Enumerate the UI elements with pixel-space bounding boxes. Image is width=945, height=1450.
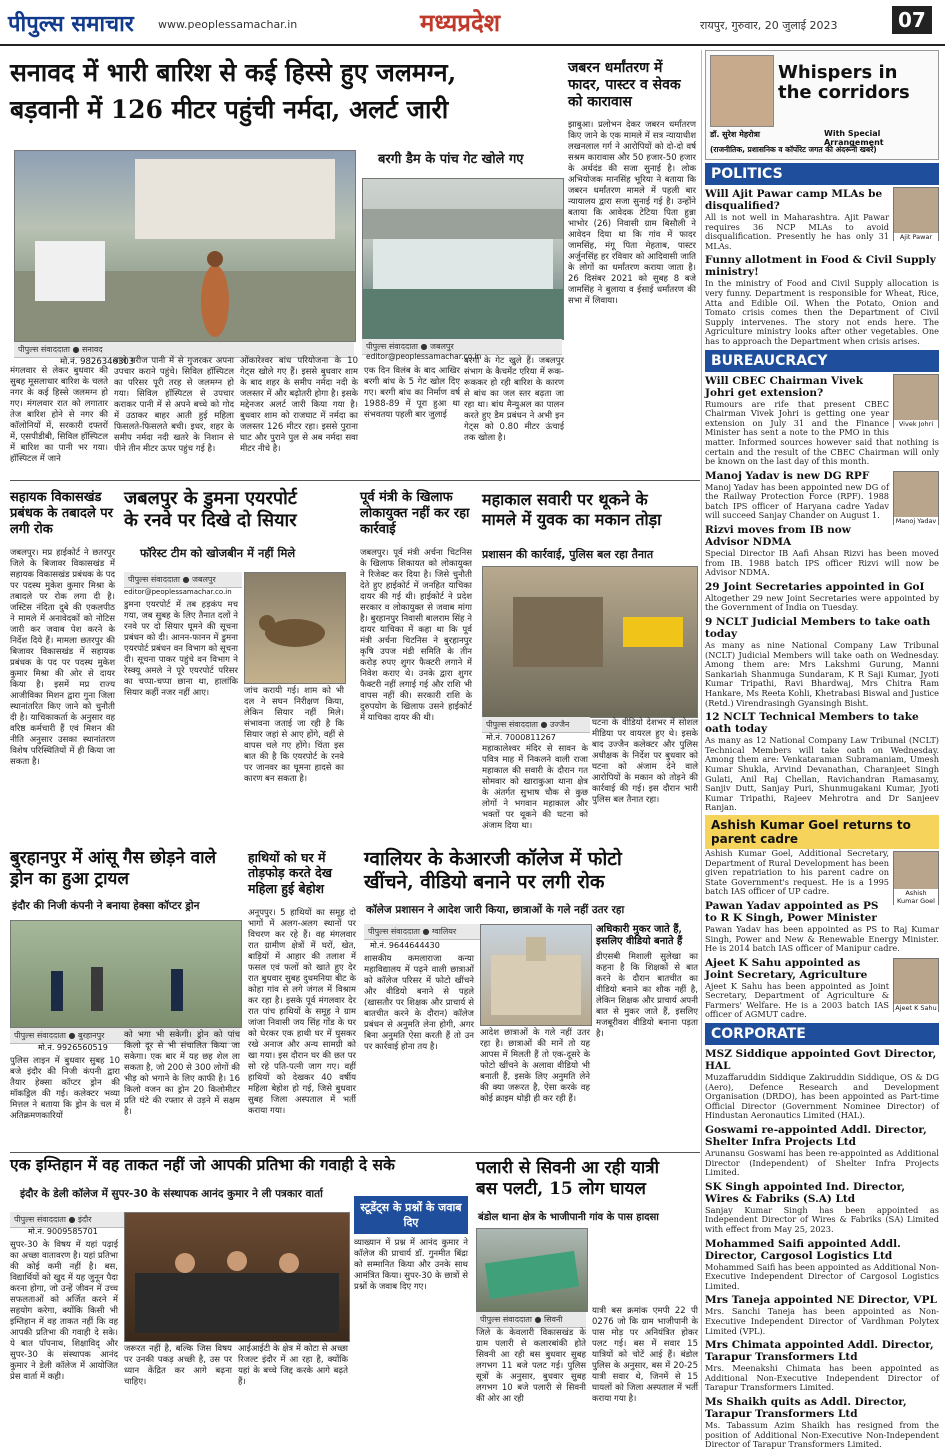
whispers-header <box>705 50 939 160</box>
corporate-item-3-title: SK Singh appointed Ind. Director, Wires & Fabriks (S.A) Ltd <box>705 1180 906 1205</box>
ashish-goel-photo <box>893 851 939 905</box>
bureaucracy-item-5-body: As many as nine National Company Law Tribunal (NCLT) Judicial Members will take oath on Wednesday. Among them are: Mrs Lakshmi Gurung, Manni Sankariah Shanmuga Sundaram, K R Saji Kumar, Jyoti Kumar Tripathi, Ravi Bhardwaj, Mrs Chitra Ram Hankare, Ms Reeta Kohli, Khetrabasi Biswal and Justice (Retd.) Virendrasingh Gyansingh Bisht. <box>705 640 939 708</box>
website-link[interactable]: www.peoplessamachar.in <box>158 18 298 31</box>
dateline: रायपुर, गुरुवार, 20 जुलाई 2023 <box>700 19 838 32</box>
corporate-item-2-title: Goswami re-appointed Addl. Director, Shelter Infra Projects Ltd <box>705 1124 927 1149</box>
lead-body-col1: मंगलवार से लेकर बुधवार की सुबह मूसलाधार बारिश के चलते नगर के कई हिस्से जलमग्न हो गए। मंगलवार रात को लगातार तेज बारिश होने से नगर की कॉलोनियों में, सरकारी दफ्तरों में, एसपीडीबी, सिविल हॉस्पिटल में बारिश का पानी भर गया। हॉस्पिटल में जाने <box>10 366 108 464</box>
newspaper-logo: पीपुल्स समाचार <box>8 12 134 37</box>
bureaucracy-item-8-body: Pawan Yadav has been appointed as PS to Raj Kumar Singh, Power and New & Renewable Energy Minister. He is 2014 batch IAS officer of Manipur cadre. <box>705 923 939 954</box>
politics-item-1-body: All is not well in Maharashtra. Ajit Pawar requires 36 NCP MLAs to avoid disqualification. Presently he has only 31 MLAs. <box>705 212 889 251</box>
bureaucracy-item-2-title: Manoj Yadav is new DG RPF <box>705 469 870 482</box>
airport-subhead: फॉरेस्ट टीम को खोजबीन में नहीं मिले <box>140 546 296 560</box>
exam-body-col3: आईआईटी के क्षेत्र में कोटा से अच्छा रिजल्ट इंदौर में आ रहा है, क्योंकि यहां के बच्चे जिद्द करके आगे बढ़ते हैं। <box>238 1344 348 1387</box>
mahakal-headline <box>482 490 698 529</box>
bureaucracy-item-5-title: 9 NCLT Judicial Members to take oath today <box>705 616 931 641</box>
corporate-item-7-title: Ms Shaikh quits as Addl. Director, Tarapur Transformers Ltd <box>705 1395 907 1420</box>
ajit-pawar-caption: Ajit Pawar <box>894 233 938 241</box>
dam-photo-illustration <box>363 179 563 339</box>
lokayukta-headline-text: पूर्व मंत्री के खिलाफ लोकायुक्त नहीं कर रहा कार्रवाई <box>360 490 470 537</box>
drone-phone: मो.नं. 9926560519 <box>38 1043 108 1052</box>
bus-photo <box>476 1228 588 1312</box>
bureaucracy-label: BUREAUCRACY <box>705 350 939 372</box>
politics-label: POLITICS <box>705 163 939 185</box>
accident-body-col1: जिले के केवलारी विकासखंड के ग्राम पलारी से कलारबांकी होते सिवनी आ रही बस बुधवार सुबह लगभग 11 बजे पलट गई। पुलिस सूत्रों के अनुसार, बुधवार सुबह लगभग 10 बजे पलारी से सिवनी की ओर आ रही <box>476 1328 586 1404</box>
transfer-headline <box>10 490 115 538</box>
gwalior-subhead: कॉलेज प्रशासन ने आदेश जारी किया, छात्राओं के गले नहीं उतर रहा <box>366 904 625 916</box>
whispers-column <box>705 50 939 1450</box>
accident-headline-line2: बस पलटी, 15 लोग घायल <box>476 1178 646 1199</box>
conversion-body: झाबुआ। प्रलोभन देकर जबरन धर्मांतरण किए जाने के एक मामले में सत्र न्यायाधीश लखनलाल गर्ग ने आरोपियों को दो-दो वर्ष सश्रम कारावास और 50 हजार-50 हजार के अर्थदंड की सजा सुनाई है। लोक अभियोजक मानसिंह भूरिया ने बताया कि जबरन धर्मांतरण मामले में पहली बार न्यायालय द्वारा सजा सुनाई गई है। उन्होंने बताया कि आवेदक टेटिया पिता हुन्ना भाभोर (26) निवासी ग्राम बिसौली ने आवेदन दिया था कि गांव में फादर जामसिंह, मंगू पिता मेहताब, पास्टर अर्जुनसिंह हर रविवार को आदिवासी जाति के लोगों का धर्मांतरण कराया जाता है। 26 दिसंबर 2021 को सुबह 8 बजे जामसिंह ने बुलाया व ईसाई धर्मांतरण की सभा में लिवाया। <box>568 120 696 306</box>
airport-body-col2: जांच करायी गई। शाम को भी दल ने सघन निरीक्षण किया, लेकिन सियार नहीं मिले। संभावना जताई जा रही है कि सियार जहां से आए होंगे, वहीं से वापस चले गए होंगे। चिंता इस बात की है कि एयरपोर्ट के रनवे पर जानवर का घूमना हादसे का कारण बन सकता है। <box>244 686 344 784</box>
college-photo-illustration <box>481 925 591 1025</box>
flood-photo <box>14 150 356 342</box>
gwalior-headline-line1: ग्वालियर के केआरजी कॉलेज में फोटो <box>364 848 622 870</box>
ajit-pawar-photo <box>893 187 939 241</box>
exam-body-col1: सुपर-30 के विषय में यहां पढ़ाई का अच्छा वातावरण है। यहां प्रतिभा की कोई कमी नहीं है। बस, विद्यार्थियों को खुद में यह जुनून पैदा करना होगा, जो उन्हें जीवन में उच्च सफलताओं को अर्जित करने में सहयोग करेगा, क्योंकि किसी भी इम्तिहान में वह ताकत नहीं कि वह आपकी प्रतिभा की गवाही दे सके। ये बात पॉपनाथ, शिक्षाविद् और सुपर-30 के संस्थापक आनंद कुमार ने डेली कॉलेज में आयोजित प्रेस वार्ता में कही। <box>10 1240 118 1382</box>
elephant-body: अनूपपुर। 5 हाथियों का समूह दो भागों में अलग-अलग स्थानों पर विचरण कर रहे हैं। वह मंगलवार रात ग्रामीण क्षेत्रों में घरों, खेत, बाड़ियों में आहार की तलाश में फसल एवं फलों को खाते हुए देर रात बुधवार सुबह दुधमनिया बीट के कोहा गांव से लगे जंगल में विश्राम कर रहा है। इसके पूर्व मंगलवार देर रात पांच हाथियों के समूह ने ग्राम जांजा निवासी जय सिंह गोंड के घर को घेरकर एक हाथी घर में घुसकर रखे अनाज और अन्य सामग्री को खा गया। इस दौरान घर की छत पर सो रहे पति-पत्नी जाग गए। वहीं हाथियों को देखकर 40 वर्षीय महिला बेहोश हो गई, जिसे बुधवार सुबह जिला अस्पताल में भर्ती कराया गया। <box>248 908 356 1116</box>
whispers-byline: डॉ. सुरेश मेहरोत्रा <box>710 130 760 139</box>
drone-body-col2: को भगा भी सकेगी। ड्रोन को पांच किलो दूर से भी संचालित किया जा सकेगा। एक बार में यह छह शेल ला सकता है, जो 200 से 300 लोगों की भीड़ को भगाने के लिए काफी है। 16 किलो वजन का ड्रोन 20 किलोमीटर प्रति घंटे की रफ्तार से उड़ने में सक्षम है। <box>124 1030 240 1117</box>
airport-headline-line1: जबलपुर के डुमना एयरपोर्ट <box>124 488 297 509</box>
page-number: 07 <box>892 6 932 34</box>
bureaucracy-item-6-title: 12 NCLT Technical Members to take oath today <box>705 711 919 736</box>
bureaucracy-item-6-body: As many as 12 National Company Law Tribunal (NCLT) Technical Members will take oath on Wednesday. Among them are: Venkataraman Subramaniam, Umesh Kumar Shukla, Arvind Devanathan, Charanjeet Singh Gulati, Anil Raj Chellan, Ravichandran Ramasamy, Sanjiv Dutt, Sanjay Puri, Shunmugakani Kumar, Jyoti Kumar Tripathi, Rajeev Mehrotra and Dr Sanjeev Ranjan. <box>705 735 939 813</box>
exam-headline <box>10 1156 468 1175</box>
bureaucracy-item-3-body: Special Director IB Aafi Ahsan Rizvi has been moved from IB. 1988 batch IPS officer Rizvi will now be Advisor NDMA. <box>705 548 939 578</box>
drone-photo <box>10 920 242 1028</box>
column-divider <box>701 50 702 1440</box>
corporate-item-4-title: Mohammed Saifi appointed Addl. Director, Cargosol Logistics Ltd <box>705 1237 901 1262</box>
gwalior-headline-line2: खींचने, वीडियो बनाने पर लगी रोक <box>364 871 605 894</box>
manoj-yadav-photo <box>893 471 939 525</box>
politics-item-2-title: Funny allotment in Food & Civil Supply ministry! <box>705 254 936 279</box>
divider <box>10 480 700 481</box>
gwalior-headline <box>364 848 698 894</box>
exam-phone: मो.नं. 9009585701 <box>28 1227 98 1236</box>
ajeet-sahu-photo <box>893 958 939 1012</box>
vivek-johri-caption: Vivek Johri <box>894 420 938 428</box>
mahakal-headline-line1: महाकाल सवारी पर थूकने के <box>482 490 648 509</box>
lead-body-col2: वाले मरीज पानी में से गुजरकर अपना उपचार कराने पहुंचे। सिविल हॉस्पिटल का परिसर पूरी तरह से जलमग्न हो गया। सिविल हॉस्पिटल से उपचार कराकर पानी में से अपने बच्चे को गोद में उठाकर बाहर आती हुई महिला फिसलते-फिसलते बची। इधर, शहर के समीप नर्मदा नदी खतरे के निशान से पीने तीन मीटर ऊपर पहुंच गई है। <box>114 356 234 454</box>
airport-email[interactable]: editor@peoplessamachar.co.in <box>124 588 232 596</box>
bureaucracy-item-8-title: Pawan Yadav appointed as PS to R K Singh, Power Minister <box>705 899 879 924</box>
lead-subhead: बरगी डैम के पांच गेट खोले गए <box>378 152 524 167</box>
gwalior-body-col2: आदेश छात्राओं के गले नहीं उतर रहा है। छात्राओं की मानें तो यह आपस में मिलती हैं तो एक-दूसरे के फोटो खींचने के अलावा वीडियो भी बनाती हैं, इसके लिए अनुमति लेने की क्या जरूरत है, ऐसा करके वह कोई क्राइम थोड़ी ही कर रही हैं। <box>480 1028 590 1104</box>
lead-headline <box>10 58 558 125</box>
bureaucracy-item-9-title: Ajeet K Sahu appointed as Joint Secretary, Agriculture <box>705 956 868 981</box>
gwalior-credit: पीपुल्स संवाददाता ● ग्वालियर <box>364 924 482 940</box>
exam-body-col2: जरूरत नहीं है, बल्कि जिस विषय पर उनकी पकड़ अच्छी है, उस पर ध्यान केंद्रित कर आगे बढ़ना चाहिए। <box>124 1344 232 1387</box>
accident-headline-line1: पलारी से सिवनी आ रही यात्री <box>476 1158 660 1178</box>
bureaucracy-item-9-body: Ajeet K Sahu has been appointed as Joint Secretary, Department of Agriculture & Farmers' Welfare. He is a 2003 batch IAS officer of AGMUT cadre. <box>705 980 889 1020</box>
jackal-photo <box>244 572 346 684</box>
mahakal-headline-line2: मामले में युवक का मकान तोड़ा <box>482 509 662 529</box>
airport-body-col1: डुमना एयरपोर्ट में तब हड़कंप मच गया, जब सुबह के लिए तैनात दलों ने रनवे पर दो सियार घूमने की सूचना प्रबंधन को दी। आनन-फानन में डुमना एयरपोर्ट प्रबंधन वन विभाग को सूचना दी। सूचना पाकर पहुंचे वन विभाग ने रेस्क्यू अमले ने पूरे एयरपोर्ट परिसर का चप्पा-चप्पा छाना था, हालांकि सियार कहीं नजर नहीं आए। <box>124 600 238 698</box>
gwalior-phone: मो.नं. 9644644430 <box>370 941 440 950</box>
gwalior-sidebox <box>596 924 698 1146</box>
lead-headline-line1: सनावद में भारी बारिश से कई हिस्से हुए जलमग्न, <box>10 58 457 87</box>
corporate-item-6-body: Mrs. Meenakshi Chimata has been appointed as Additional Non-Executive Independent Director of Tarapur Transformers Limited. <box>705 1363 939 1393</box>
corporate-item-1-body: Muzaffaruddin Siddique Zakiruddin Siddique, OS & DG (Aero), Defence Research and Development Organisation (DRDO), has been appointed as Part-time Official Director (Government Nominee Director) of Hindustan Aeronautics Limited (HAL). <box>705 1072 939 1121</box>
lead-body-col3: ओंकारेश्वर बांध परियोजना के 10 गेट्स खोले गए हैं। इससे बुधवार शाम के बाद शहर के समीप नर्मदा नदी के जलस्तर में और बढ़ोतरी होगा है। इसके मद्देनजर अलर्ट जारी किया गया है। बुधवार शाम को राजघाट में नर्मदा का जलस्तर 126 मीटर रहा। इससे पुराना घाट और पुराने पुल से अब नर्मदा सवा मीटर नीचे है। <box>240 356 358 454</box>
conversion-headline-text: जबरन धर्मांतरण में फादर, पास्टर व सेवक को कारावास <box>568 60 681 111</box>
corporate-item-1-title: MSZ Siddique appointed Govt Director, HAL <box>705 1048 937 1073</box>
exam-sidebox-title: स्टूडेंट्स के प्रश्नों के जवाब दिए <box>354 1196 468 1234</box>
corporate-item-5-body: Mrs. Sanchi Taneja has been appointed as Non-Executive Independent Director of Vardhman Polytex Limited (VPL). <box>705 1306 939 1336</box>
bureaucracy-item-3-title: Rizvi moves from IB now Advisor NDMA <box>705 524 851 549</box>
jackal-photo-illustration <box>245 573 345 683</box>
mahakal-phone: मो.नं. 7000811267 <box>486 733 556 742</box>
politics-item-1-title: Will Ajit Pawar camp MLAs be disqualified? <box>705 188 883 212</box>
transfer-body: जबलपुर। मप्र हाईकोर्ट ने छतरपुर जिले के बिजावर विकासखंड में सहायक विकासखंड प्रबंधक के पद पर पदस्थ मुकेश कुमार मिश्रा के तबादले पर रोक लगा दी है। जस्टिस नंदिता दुबे की एकलपीठ ने मामले में अनावेदकों को नोटिस जारी कर जवाब पेश करने के निर्देश दिये हैं। मामला छतरपुर की बिजावर विकासखंड में सहायक प्रबंधक के पद पर पदस्थ मुकेश कुमार मिश्रा की ओर से दायर किया है। इसमें मप्र राज्य आजीविका मिशन द्वारा गुना जिला स्थानांतरित किए जाने को चुनौती दी है। याचिकाकर्ता के अनुसार वह वरिष्ठ कर्मचारी हैं एवं मिशन की नीति अनुसार उसका स्थानांतरण विशेष परिस्थितियों में ही किया जा सकता है। <box>10 548 115 767</box>
manoj-yadav-caption: Manoj Yadav <box>895 516 937 525</box>
corporate-item-4-body: Mohammed Saifi has been appointed as Additional Non-Executive Independent Director of Cargosol Logistics Limited. <box>705 1261 939 1291</box>
bus-photo-illustration <box>477 1229 587 1311</box>
mahakal-credit: पीपुल्स संवाददाता ● उज्जैन <box>482 717 590 733</box>
bureaucracy-item-4-body: Altogether 29 new Joint Secretaries were appointed by the Government of India on Tuesday. <box>705 592 939 613</box>
masthead <box>0 0 945 46</box>
bureaucracy-item-7-title: Ashish Kumar Goel returns to parent cadre <box>705 815 939 849</box>
mahakal-body-col1: महाकालेश्वर मंदिर से सावन के पवित्र माह में निकलने वाली राजा महाकाल की सवारी के दौरान गत सोमवार को खाराकुआ थाना क्षेत्र के अंतर्गत सुभाष चौक से कुछ लोगों ने भगवान महाकाल और भक्तों पर थूकने की घटना को अंजाम दिया था। <box>482 744 588 831</box>
exam-sidebox <box>354 1196 468 1440</box>
whispers-title: Whispers in the corridors <box>778 62 910 103</box>
corporate-item-5-title: Mrs Taneja appointed NE Director, VPL <box>705 1294 937 1307</box>
accident-body-col2: यात्री बस क्रमांक एमपी 22 पी 0276 जो कि ग्राम भाजीपानी के पास मोड़ पर अनियंत्रित होकर पलट गई। बस में सवार 15 यात्रियों को चोटें आई हैं। बंडोल पुलिस के अनुसार, बस में 20-25 यात्री सवार थे, जिनमें से 15 घायलों को जिला अस्पताल में भर्ती कराया गया है। <box>592 1306 698 1404</box>
gwalior-sidebox-body: डीएसबी मिशाली सुलेखा का कहना है कि शिक्षकों से बात करने के दौरान बातचीत का वीडियो बनाने का शौक नहीं है, लेकिन शिक्षक और प्राचार्य अपनी बात से मुकर जाते हैं, इसलिए मजबूरीवश वीडियो बनाना पड़ता है। <box>596 952 698 1040</box>
accident-subhead: बंडोल थाना क्षेत्र के भाजीपानी गांव के पास हादसा <box>478 1212 659 1223</box>
ajeet-sahu-caption: Ajeet K Sahu <box>895 1003 937 1012</box>
drone-credit: पीपुल्स संवाददाता ● बुरहानपुर <box>10 1028 240 1044</box>
corporate-item-7-body: Ms. Tabassum Azim Shaikh has resigned from the position of Additional Non-Executive Non-Independent Director of Tarapur Transformers Limited. <box>705 1419 939 1450</box>
elephant-headline <box>248 850 356 896</box>
exam-credit: पीपुल्स संवाददाता ● इंदौर <box>10 1212 128 1228</box>
college-photo <box>480 924 592 1026</box>
corporate-item-2-body: Arunansu Goswami has been re-appointed as Additional Director (Independent) of Shelter Infra Projects Limited. <box>705 1148 939 1178</box>
flood-photo-credit: पीपुल्स संवाददाता ● सनावद <box>14 342 354 358</box>
airport-headline-line2: के रनवे पर दिखे दो सियार <box>124 509 297 531</box>
exam-headline-text: एक इम्तिहान में वह ताकत नहीं जो आपकी प्रतिभा की गवाही दे सके <box>10 1155 395 1174</box>
dam-photo <box>362 178 564 340</box>
whispers-arrangement: With Special Arrangement <box>824 129 884 147</box>
flood-photo-illustration <box>15 151 355 341</box>
flood-photo-phone: मो.नं. 9826346303 <box>60 357 135 367</box>
conversion-headline <box>568 60 696 111</box>
columnist-avatar <box>710 55 774 127</box>
bureaucracy-item-7-body: Ashish Kumar Goel, Additional Secretary, Department of Rural Development has been given repatriation to his parent cadre on State Government's request. He is a 1995 batch IAS officer of UP cadre. <box>705 847 889 897</box>
lokayukta-body: जबलपुर। पूर्व मंत्री अर्चना चिटनिस के खिलाफ शिकायत को लोकायुक्त ने रिजेक्ट कर दिया है। जिसे चुनौती देते हुए हाईकोर्ट में जनहित याचिका दायर की गई थी। हाईकोर्ट ने प्रदेश सरकार व लोकायुक्त से जवाब मांगा है। बुरहानपुर निवासी बालराम सिंह ने दायर याचिका में कहा था कि पूर्व मंत्री अर्चना चिटनिस ने बुरहानपुर कृषि उपज मंडी समिति के तीन करोड़ रुपए शुगर फैक्टरी लगाने में निवेश कराए थे। उनके द्वारा शुगर फैक्टरी नहीं लगाई गई और राशि भी वापस नहीं की। सरकारी राशि के दुरुपयोग के खिलाफ उसने हाईकोर्ट में याचिका दायर की थी। <box>360 548 472 723</box>
corporate-item-3-body: Sanjay Kumar Singh has been appointed as Independent Director of Wires & Fabriks (SA) Limited with effect from May 25, 2023. <box>705 1204 939 1234</box>
exam-subhead: इंदौर के डेली कॉलेज में सुपर-30 के संस्थापक आनंद कुमार ने ली पत्रकार वार्ता <box>20 1188 323 1200</box>
drone-headline-text: बुरहानपुर में आंसू गैस छोड़ने वाले ड्रोन का हुआ ट्रायल <box>10 848 217 889</box>
vivek-johri-photo <box>893 374 939 428</box>
corporate-label: CORPORATE <box>705 1023 939 1045</box>
lead-body-col4: एक दिन विलंब के बाद आखिर बरगी बांध के 5 गेट खोल दिए गए। बरगी बांध का निर्माण वर्ष 1988-89 में पूरा हुआ था संभवतया पहली बार जुलाई <box>364 366 460 420</box>
drone-subhead: इंदौर की निजी कंपनी ने बनाया हेक्सा कॉप्टर ड्रोन <box>12 900 200 912</box>
bureaucracy-item-4-title: 29 Joint Secretaries appointed in GoI <box>705 580 925 593</box>
exam-sidebox-body: व्याख्यान में प्रश्न में आनंद कुमार ने कॉलेज की प्राचार्य डॉ. गुनमीत बिंद्रा को सम्मानित किया और उनके साथ आमंत्रित किया। सुपर-30 के छात्रों से प्रश्नों के जवाब दिए गए। <box>354 1238 468 1292</box>
mahakal-body-col2: घटना के वीडियो देशभर में सोशल मीडिया पर वायरल हुए थे। इसके बाद उज्जैन कलेक्टर और पुलिस अधीक्षक के निर्देश पर बुधवार को घटना को अंजाम देने वाले आरोपियों के मकान को तोड़ने की कार्रवाई की गई। इस दौरान भारी पुलिस बल तैनात रहा। <box>592 718 698 805</box>
bureaucracy-item-1-body: Rumours are rife that present CBEC Chairman Vivek Johri is getting one year extension on July 31 and the Finance Minister has sent a note to the PMO in this matter. Informed sources however said that nothing is certain and the result of the CBEC Chairman will only be known on the last day of this month. <box>705 398 939 467</box>
airport-headline <box>124 488 344 532</box>
drone-headline <box>10 848 238 889</box>
accident-headline <box>476 1158 700 1199</box>
divider <box>10 1152 700 1153</box>
politics-item-2-body: In the ministry of Food and Civil Supply allocation is very funny. Department is responsible for Wheat, Rice, Atta and Edible Oil. When the Potato, Onion and Tomato crisis comes then the Department of Civil Supply intervenes. The story not ends here. The Agriculture ministry looks after other vegetables. One has to approach the Department when crisis arises. <box>705 278 939 346</box>
dam-photo-credit: पीपुल्स संवाददाता ● जबलपुर <box>362 339 562 355</box>
press-meet-photo <box>124 1212 350 1342</box>
corporate-item-6-title: Mrs Chimata appointed Addl. Director, Tarapur Transformers Ltd <box>705 1339 934 1364</box>
press-meet-photo-illustration <box>125 1213 349 1341</box>
mahakal-subhead: प्रशासन की कार्रवाई, पुलिस बल रहा तैनात <box>482 548 654 561</box>
lead-body-col5: बरगी के गेट खुले हैं। जबलपुर संभाग के कैचमेंट एरिया में रूक-रूककर हो रही बारिश के कारण से बांध का जल स्तर बढ़ता जा रहा था। बांध मैन्युअल का पालन करते हुए डैम प्रबंधन ने अभी इन गेट्स को 0.80 मीटर ऊंचाई तक खोला है। <box>464 356 564 443</box>
drone-body-col1: पुलिस लाइन में बुधवार सुबह 10 बजे इंदौर की निजी कंपनी द्वारा तैयार हेक्सा कॉप्टर ड्रोन की मॉकड्रिल की गई। कलेक्टर भव्या मित्तल ने बताया कि ड्रोन के चल में अतिक्रमणकारियों <box>10 1056 120 1121</box>
demolition-photo-illustration <box>483 567 697 717</box>
transfer-headline-text: सहायक विकासखंड प्रबंधक के तबादले पर लगी रोक <box>10 490 113 537</box>
demolition-photo <box>482 566 698 718</box>
lead-headline-line2: बड़वानी में 126 मीटर पहुंची नर्मदा, अलर्ट जारी <box>10 94 449 124</box>
lokayukta-headline <box>360 490 472 538</box>
dam-photo-email[interactable]: editor@peoplessamachar.co.in <box>366 352 482 361</box>
gwalior-body-col1: शासकीय कमलाराजा कन्या महाविद्यालय में पढ़ने वाली छात्राओं को कॉलेज परिसर में फोटो खींचने और वीडियो बनाने से पहले (खासतौर पर शिक्षक और प्राचार्य से बातचीत करने के दौरान) कॉलेज प्रबंधन से अनुमति लेना होगी, अगर बिना अनुमति ऐसा करती हैं तो उन पर कार्रवाई होना तय है। <box>364 954 474 1052</box>
bureaucracy-item-1-title: Will CBEC Chairman Vivek Johri get extension? <box>705 374 864 399</box>
airport-credit: पीपुल्स संवाददाता ● जबलपुर <box>124 572 242 588</box>
bureaucracy-item-2-body: Manoj Yadav has been appointed new DG of the Railway Protection Force (RPF). 1988 batch IPS officer of Haryana cadre Yadav will succeed Sanjay Chander on August 1. <box>705 481 889 521</box>
section-title: मध्यप्रदेश <box>420 9 501 37</box>
ashish-goel-caption: Ashish Kumar Goel <box>894 889 938 905</box>
whispers-tagline: (राजनीतिक, प्रशासनिक व कॉर्पोरेट जगत की अंदरूनी खबरें) <box>710 145 877 154</box>
accident-credit: पीपुल्स संवाददाता ● सिवनी <box>476 1312 586 1328</box>
elephant-headline-text: हाथियों को घर में तोड़फोड़ करते देख महिला हुई बेहोश <box>248 850 333 896</box>
gwalior-sidebox-headline: अधिकारी मुकर जाते हैं, इसलिए वीडियो बनाते हैं <box>596 924 683 948</box>
drone-photo-illustration <box>11 921 241 1027</box>
